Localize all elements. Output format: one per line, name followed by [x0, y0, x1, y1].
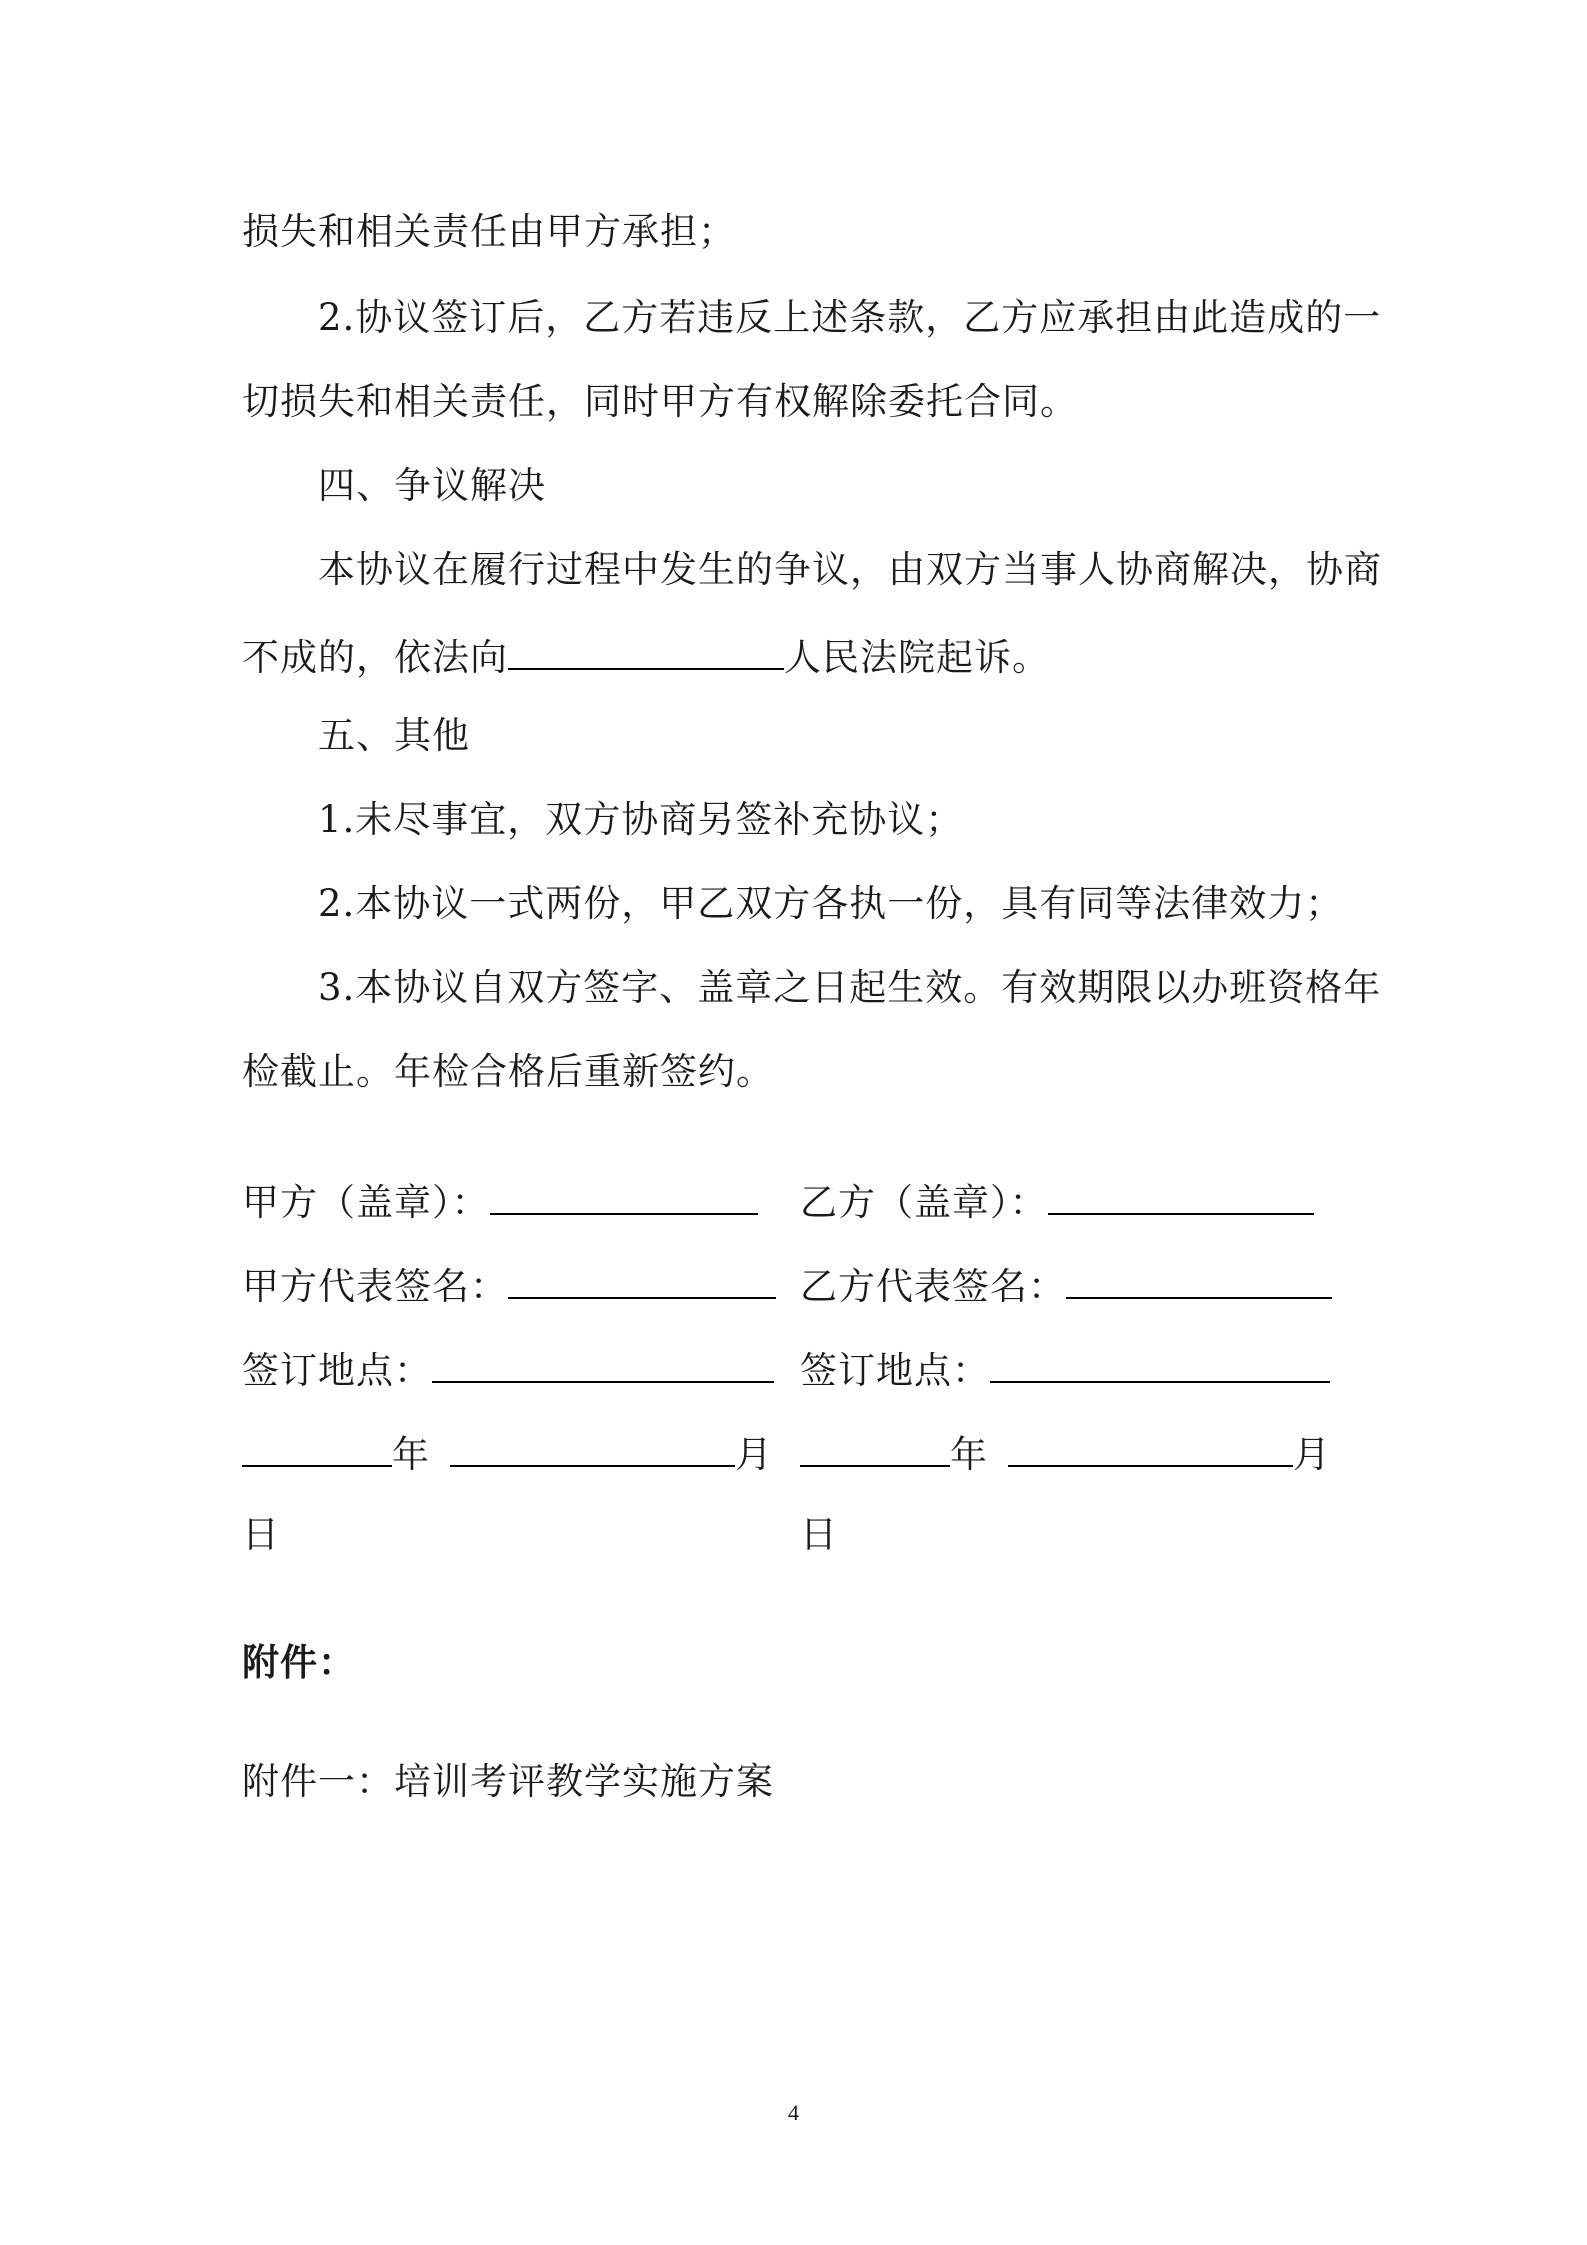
party-b-date-row [800, 1429, 1331, 1477]
party-a-seal-label: 甲方（盖章）： [242, 1181, 490, 1224]
clause-3: 3.本协议自双方签字、盖章之日起生效。有效期限以办班资格年 [318, 966, 1382, 1009]
body-line-court [242, 632, 1050, 680]
page-number: 4 [788, 2100, 799, 2125]
party-a-month-blank [450, 1429, 735, 1467]
body-line: 本协议在履行过程中发生的争议，由双方当事人协商解决，协商 [318, 548, 1382, 591]
body-line: 切损失和相关责任，同时甲方有权解除委托合同。 [242, 380, 1078, 423]
party-a-year-blank [242, 1429, 392, 1467]
attachments-heading: 附件： [242, 1640, 356, 1684]
clause-1: 1.未尽事宜，双方协商另签补充协议； [318, 798, 964, 841]
party-a-day-label: 日 [242, 1513, 280, 1556]
court-text-before: 不成的，依法向 [242, 636, 508, 679]
party-a-date-row [242, 1429, 773, 1477]
body-line: 损失和相关责任由甲方承担； [242, 210, 736, 253]
party-a-place-row [242, 1345, 774, 1393]
party-b-month-label: 月 [1293, 1433, 1331, 1476]
section-heading-other: 五、其他 [318, 714, 470, 757]
party-a-seal-blank [490, 1177, 758, 1215]
party-a-rep-row [242, 1261, 776, 1309]
court-text-after: 人民法院起诉。 [784, 636, 1050, 679]
party-b-seal-row [800, 1177, 1314, 1225]
party-b-rep-label: 乙方代表签名： [800, 1265, 1066, 1308]
clause-3-cont: 检截止。年检合格后重新签约。 [242, 1050, 774, 1093]
body-line: 2.协议签订后，乙方若违反上述条款，乙方应承担由此造成的一 [318, 296, 1382, 339]
party-b-year-label: 年 [950, 1433, 988, 1476]
party-a-rep-label: 甲方代表签名： [242, 1265, 508, 1308]
party-a-rep-blank [508, 1261, 776, 1299]
party-b-month-blank [1008, 1429, 1293, 1467]
party-b-day-label: 日 [800, 1513, 838, 1556]
party-b-rep-blank [1066, 1261, 1332, 1299]
party-b-seal-blank [1048, 1177, 1314, 1215]
court-blank [508, 632, 784, 670]
party-b-place-row [800, 1345, 1330, 1393]
party-b-year-blank [800, 1429, 950, 1467]
party-b-place-label: 签订地点： [800, 1349, 990, 1392]
party-b-place-blank [990, 1345, 1330, 1383]
section-heading-dispute: 四、争议解决 [318, 464, 546, 507]
clause-2: 2.本协议一式两份，甲乙双方各执一份，具有同等法律效力； [318, 882, 1344, 925]
party-a-month-label: 月 [735, 1433, 773, 1476]
party-a-year-label: 年 [392, 1433, 430, 1476]
party-b-rep-row [800, 1261, 1332, 1309]
party-a-place-blank [432, 1345, 774, 1383]
party-a-place-label: 签订地点： [242, 1349, 432, 1392]
party-b-seal-label: 乙方（盖章）： [800, 1181, 1048, 1224]
party-a-seal-row [242, 1177, 758, 1225]
attachment-item-1: 附件一：培训考评教学实施方案 [242, 1760, 774, 1803]
